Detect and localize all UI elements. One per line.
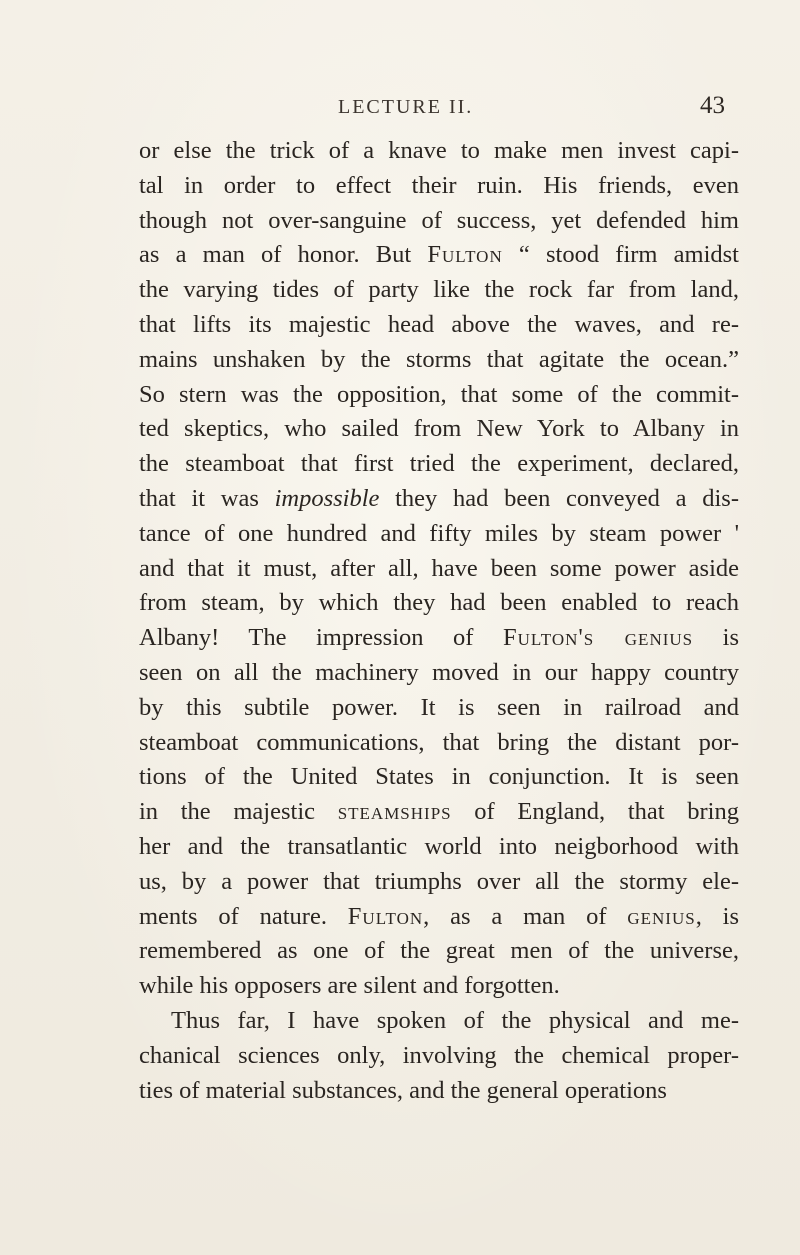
text-line	[139, 934, 739, 969]
text-line	[139, 900, 739, 935]
text-segment: ties of material substances, and the general operations	[139, 1076, 667, 1104]
text-segment: chanical sciences only, involving the chemical proper-	[139, 1041, 739, 1069]
text-segment: tal in order to effect their ruin. His friends, even	[139, 171, 739, 199]
text-segment: as a man of honor. But	[139, 241, 428, 269]
small-caps-text: Fulton	[347, 902, 424, 930]
text-segment: tions of the United States in conjunction. It is seen	[139, 763, 739, 791]
text-segment: steamboat communications, that bring the distant por-	[139, 728, 739, 756]
text-segment: from steam, by which they had been enabled to reach	[139, 589, 739, 617]
text-line	[139, 969, 739, 1004]
text-line	[139, 238, 739, 273]
text-line	[139, 412, 739, 447]
text-line	[139, 482, 739, 517]
text-line	[139, 517, 739, 552]
text-segment: and that it must, after all, have been some power aside	[139, 554, 739, 582]
text-line	[139, 1039, 739, 1074]
text-segment: that lifts its majestic head above the waves, and re-	[139, 310, 739, 338]
text-segment: , as a man of	[423, 902, 628, 930]
text-segment: Thus far, I have spoken of the physical and me-	[171, 1006, 739, 1034]
italic-text: impossible	[274, 484, 380, 512]
text-segment: seen on all the machinery moved in our happy country	[139, 658, 739, 686]
text-segment: by this subtile power. It is seen in railroad and	[139, 693, 739, 721]
text-line	[139, 169, 739, 204]
text-line	[139, 308, 739, 343]
text-line	[139, 204, 739, 239]
text-segment: the varying tides of party like the rock far from land,	[139, 276, 739, 304]
text-line	[139, 726, 739, 761]
text-line	[139, 865, 739, 900]
text-segment: “ stood firm amidst	[502, 241, 739, 269]
text-line	[139, 760, 739, 795]
small-caps-text: steamships	[337, 798, 452, 826]
text-segment: in the majestic	[139, 798, 338, 826]
text-line	[139, 830, 739, 865]
text-segment: ments of nature.	[139, 902, 348, 930]
text-line	[139, 1004, 739, 1039]
text-line	[139, 378, 739, 413]
text-segment: the steamboat that first tried the experiment, declared,	[139, 450, 739, 478]
text-line	[139, 447, 739, 482]
text-segment: while his opposers are silent and forgotten.	[139, 972, 560, 1000]
text-segment: tance of one hundred and fifty miles by steam power '	[139, 519, 739, 547]
text-line	[139, 273, 739, 308]
text-line	[139, 1074, 739, 1109]
text-segment: that it was	[139, 484, 275, 512]
small-caps-text: genius	[627, 902, 696, 930]
text-segment: ted skeptics, who sailed from New York to Albany in	[139, 415, 739, 443]
text-segment: , is	[695, 902, 739, 930]
body-text	[139, 134, 739, 1108]
text-segment: they had been conveyed a dis-	[379, 484, 739, 512]
small-caps-text: Fulton's genius	[503, 624, 694, 652]
running-header	[0, 92, 800, 126]
small-caps-text: Fulton	[427, 241, 503, 269]
text-line	[139, 552, 739, 587]
text-segment: or else the trick of a knave to make men invest capi-	[139, 137, 739, 164]
text-line	[139, 691, 739, 726]
text-segment: remembered as one of the great men of the universe,	[139, 937, 739, 965]
text-line	[139, 656, 739, 691]
text-line	[139, 586, 739, 621]
text-segment: is	[693, 624, 739, 652]
text-segment: So stern was the opposition, that some of the commit-	[139, 380, 739, 408]
text-line	[139, 621, 739, 656]
text-segment: us, by a power that triumphs over all the stormy ele-	[139, 867, 739, 895]
text-segment: though not over-sanguine of success, yet defended him	[139, 206, 739, 234]
page-number: 43	[700, 92, 725, 119]
text-line	[139, 343, 739, 378]
text-line	[139, 795, 739, 830]
running-title: LECTURE II.	[338, 96, 474, 118]
text-segment: her and the transatlantic world into neigborhood with	[139, 832, 739, 860]
text-segment: of England, that bring	[451, 798, 739, 826]
text-segment: Albany! The impression of	[139, 624, 504, 652]
text-segment: mains unshaken by the storms that agitate the ocean.”	[139, 345, 739, 373]
text-line	[139, 134, 739, 169]
